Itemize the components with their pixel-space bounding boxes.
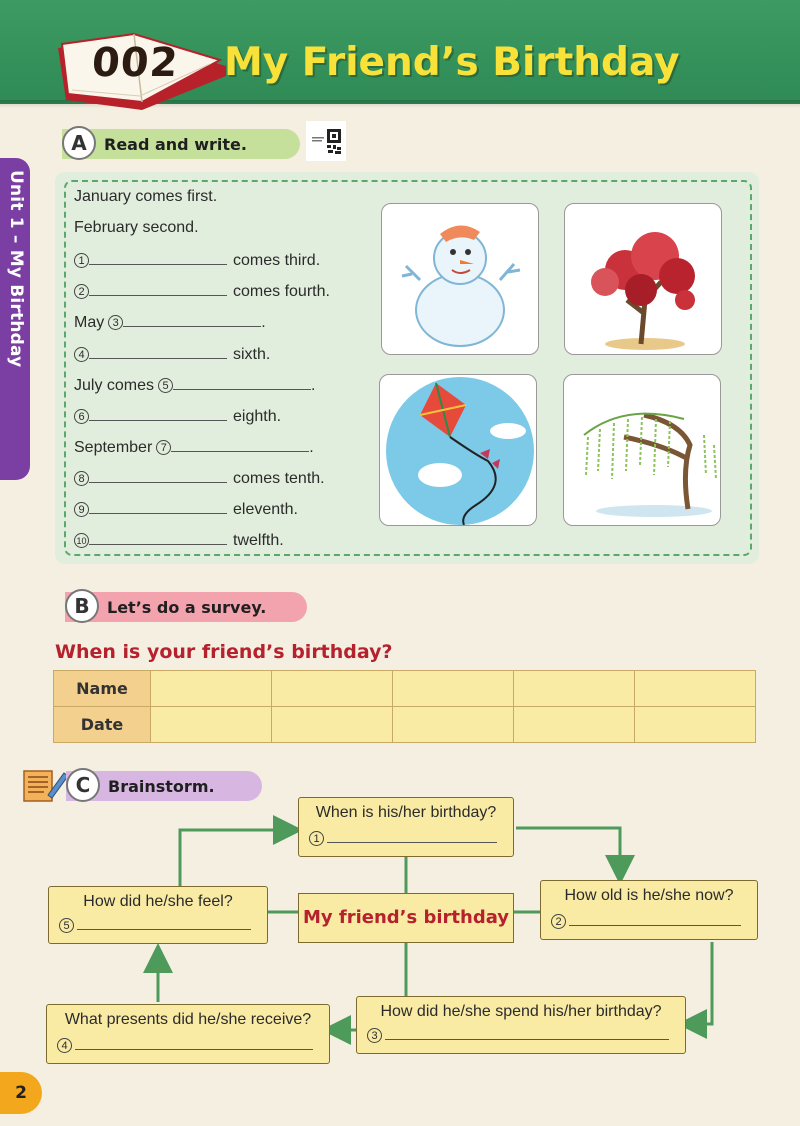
section-a-instruction: Read and write. [104, 135, 247, 154]
node-1-answer-line[interactable] [309, 828, 501, 848]
blank-number: 7 [156, 440, 171, 455]
node-4-number: 4 [57, 1038, 72, 1053]
sentence-prefix: July comes [74, 376, 155, 394]
node-1-blank[interactable] [327, 828, 497, 843]
sentence-text: January comes first. [74, 188, 218, 205]
page-number: 2 [0, 1072, 42, 1114]
node-5-question: How did he/she feel? [83, 893, 233, 910]
row-header-name: Name [54, 671, 151, 707]
sentence-text: February second. [74, 219, 199, 237]
sentence-suffix: comes fourth. [233, 283, 330, 301]
mind-map-node-4 [46, 1004, 330, 1064]
node-2-number: 2 [551, 914, 566, 929]
blank-number: 8 [74, 471, 89, 486]
node-5-blank[interactable] [77, 915, 251, 930]
mind-map-node-2 [540, 880, 758, 940]
sentence-suffix: twelfth. [233, 532, 284, 550]
section-b-instruction: Let’s do a survey. [107, 598, 267, 617]
section-c-instruction: Brainstorm. [108, 777, 215, 796]
sentence-suffix: eleventh. [233, 501, 298, 518]
node-2-question: How old is he/she now? [564, 887, 734, 904]
section-a-letter: A [62, 126, 96, 160]
blank-number: 9 [74, 502, 89, 517]
node-2-answer-line[interactable] [551, 911, 745, 931]
mind-map-node-3 [356, 996, 686, 1054]
sentence-suffix: comes third. [233, 252, 321, 270]
mind-map-node-5 [48, 886, 268, 944]
survey-question: When is your friend’s birthday? [55, 641, 393, 663]
blank-number: 4 [74, 347, 89, 362]
node-5-answer-line[interactable] [59, 915, 255, 935]
blank-number: 5 [158, 378, 173, 393]
sentence-prefix: September [74, 438, 153, 456]
node-3-number: 3 [367, 1028, 382, 1043]
blank-number: 2 [74, 284, 89, 299]
sentence-suffix: . [309, 438, 314, 456]
node-4-question: What presents did he/she receive? [64, 1011, 312, 1028]
sentence-suffix: . [261, 314, 266, 332]
node-3-answer-line[interactable] [367, 1025, 673, 1045]
sentence-suffix: . [311, 376, 316, 394]
lesson-number: 002 [90, 40, 181, 86]
page-title: My Friend’s Birthday [224, 40, 680, 85]
blank-number: 6 [74, 409, 89, 424]
node-4-answer-line[interactable] [57, 1035, 317, 1055]
unit-side-tab-label: Unit 1 – My Birthday [6, 170, 26, 368]
section-b-letter: B [65, 589, 99, 623]
mind-map-center: My friend’s birthday [298, 893, 514, 943]
blank-number: 1 [74, 253, 89, 268]
sentence-suffix: eighth. [233, 407, 282, 425]
sentence-suffix: sixth. [233, 345, 271, 363]
section-c-letter: C [66, 768, 100, 802]
node-1-question: When is his/her birthday? [315, 804, 497, 821]
sentence-prefix: May [74, 314, 105, 332]
node-3-question: How did he/she spend his/her birthday? [380, 1003, 662, 1020]
node-1-number: 1 [309, 831, 324, 846]
row-header-date: Date [54, 707, 151, 743]
node-2-blank[interactable] [569, 911, 741, 926]
sentence-suffix: comes tenth. [233, 469, 325, 487]
blank-number: 10 [74, 533, 89, 548]
node-3-blank[interactable] [385, 1025, 669, 1040]
node-4-blank[interactable] [75, 1035, 313, 1050]
mind-map-node-1 [298, 797, 514, 857]
blank-number: 3 [108, 315, 123, 330]
node-5-number: 5 [59, 918, 74, 933]
